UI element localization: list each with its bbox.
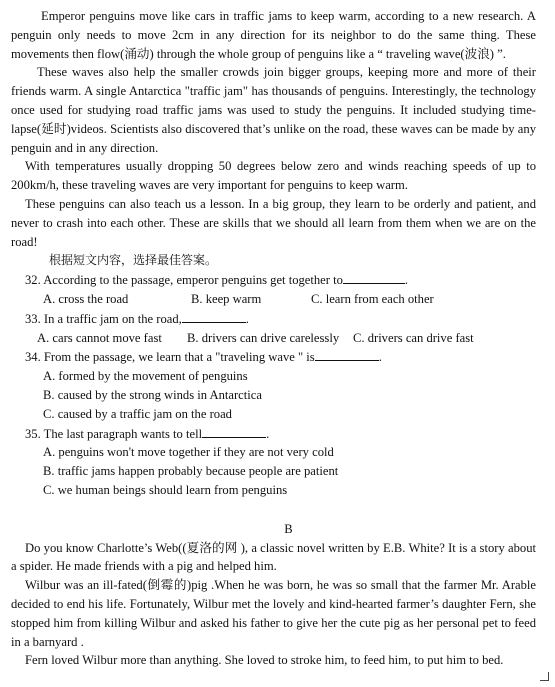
passage-a-paragraph-4: These penguins can also teach us a lesson. In a big group, they learn to be orderly and patient, and never to crash into each other. These are skills that we should all learn from them when we are on the road!	[11, 196, 536, 249]
option-row	[11, 329, 536, 348]
option-b: B. keep warm	[191, 291, 262, 306]
passage-b-paragraph-1: Do you know Charlotte’s Web((夏洛的网 ), a classic novel written by E.B. White? It is a story about a spider. He made friends with a pig and helped him.	[11, 540, 536, 574]
passage-a-paragraph-1: Emperor penguins move like cars in traffic jams to keep warm, according to a new research. A penguin only needs to move 2cm in any direction for its neighbor to do the same thing. These movements then flow(涌动) through the whole group of penguins like a “ traveling wave(波浪) ”.	[11, 9, 536, 61]
question-end: .	[245, 311, 249, 326]
answer-blank	[343, 270, 405, 284]
passage-a-paragraph-3: With temperatures usually dropping 50 degrees below zero and winds reaching speeds of up to 200km/h, these traveling waves are very important for penguins to keep warm.	[11, 159, 536, 193]
question-stem: 34. From the passage, we learn that a "traveling wave " is	[25, 350, 315, 365]
question-stem: 32. According to the passage, emperor penguins get together to	[25, 273, 343, 288]
question-end: .	[266, 426, 270, 441]
option-a: A. penguins won't move together if they are not very cold	[43, 445, 334, 460]
passage-a-paragraph-2: These waves also help the smaller crowds join bigger groups, keeping more and more of their friends warm. A single Antarctica "traffic jam" has thousands of penguins. Interestingly, the technology once used for studying road traffic jams was used to study the penguins. It included studying time-lapse(延时)videos. Scientists also discovered that’s unlike on the road, these waves can be made by any penguin and in any direction.	[11, 65, 536, 155]
option-c: C. we human beings should learn from penguins	[43, 482, 288, 497]
answer-blank	[202, 424, 266, 438]
section-b-heading: B	[284, 521, 293, 536]
instruction-text: 根据短文内容，选择最佳答案。	[49, 253, 218, 268]
question-34	[11, 347, 536, 423]
option-row	[11, 290, 536, 309]
passage-b-paragraph-2: Wilbur was an ill-fated(倒霉的)pig .When he was born, he was so small that the farmer Mr. Arable decided to end his life. Fortunately, Wilbur met the lovely and kind-hearted farmer’s daughter Fern, she stopped him from killing Wilbur and asked his father to give her the cute pig as her personal pet to feed in a barnyard .	[11, 578, 536, 649]
question-33	[11, 309, 536, 348]
question-32	[11, 270, 536, 309]
question-end: .	[378, 350, 382, 365]
option-b: B. drivers can drive carelessly	[187, 330, 340, 345]
corner-crop-mark	[540, 672, 549, 681]
passage-b	[11, 539, 536, 671]
option-b: B. traffic jams happen probably because people are patient	[43, 464, 339, 479]
passage-b-paragraph-3: Fern loved Wilbur more than anything. She loved to stroke him, to feed him, to put him to bed.	[25, 653, 504, 668]
option-a: A. formed by the movement of penguins	[43, 369, 248, 384]
option-c: C. learn from each other	[311, 291, 434, 306]
question-stem: 35. The last paragraph wants to tell	[25, 426, 203, 441]
answer-blank	[182, 309, 246, 323]
section-spacer	[11, 500, 536, 520]
option-c: C. drivers can drive fast	[353, 330, 474, 345]
exam-page	[11, 7, 536, 670]
question-35	[11, 424, 536, 500]
question-end: .	[404, 273, 409, 288]
question-stem: 33. In a traffic jam on the road,	[25, 311, 182, 326]
answer-blank	[315, 347, 379, 361]
option-c: C. caused by a traffic jam on the road	[43, 406, 232, 421]
option-a: A. cars cannot move fast	[37, 330, 162, 345]
option-b: B. caused by the strong winds in Antarctica	[43, 387, 262, 402]
option-a: A. cross the road	[43, 291, 129, 306]
passage-a	[11, 7, 536, 251]
